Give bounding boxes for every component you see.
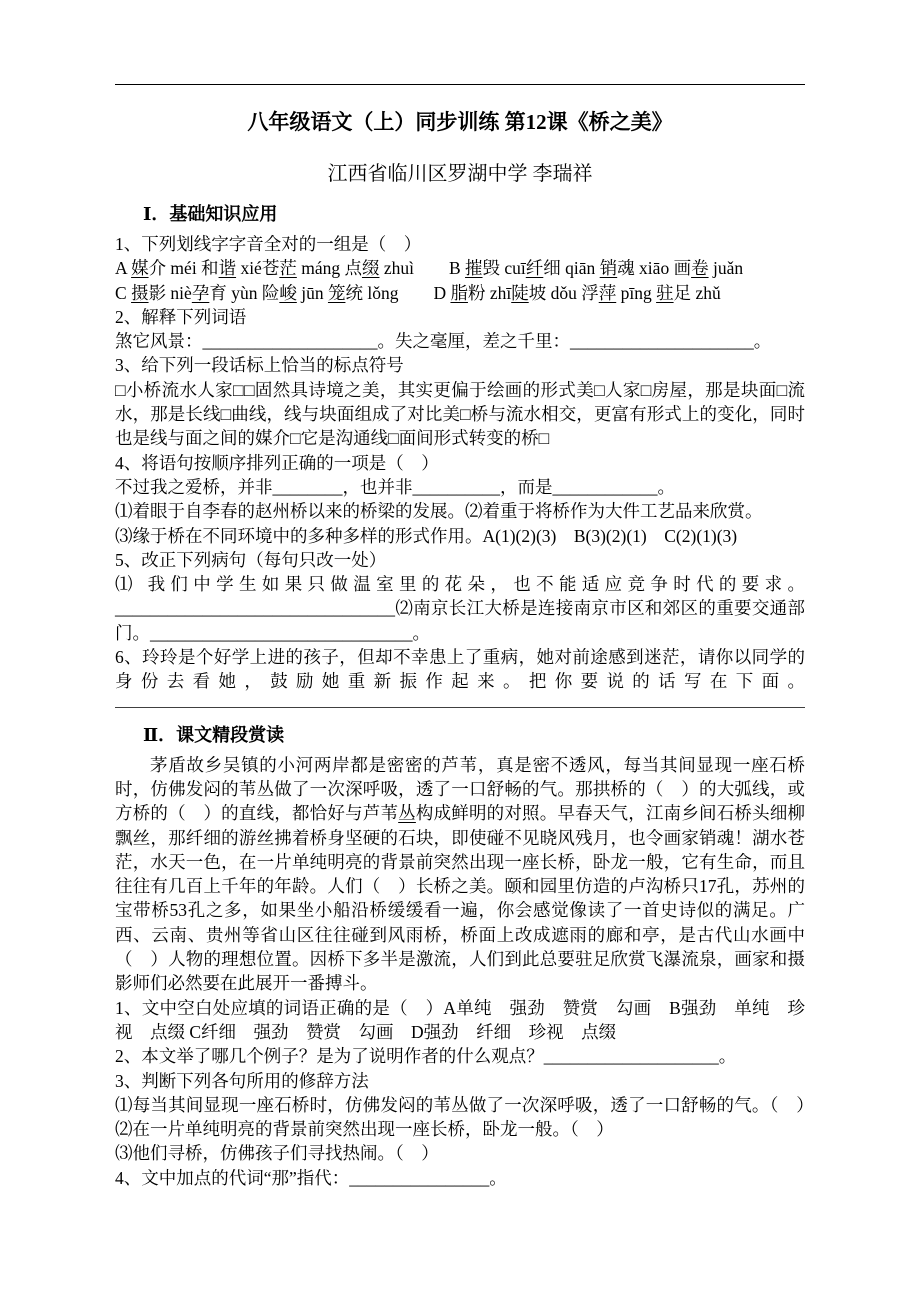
reading-q3-stem: 3、判断下列各句所用的修辞方法 [115,1070,369,1091]
reading-q3-items-1-2: ⑴每当其间显现一座石桥时，仿佛发闷的苇丛做了一次深呼吸，透了一口舒畅的气。（ ）⑵在一片单纯明亮的背景前突然出现一座长桥，卧龙一般。（ ） [115,1094,805,1140]
reading-q2: 2、本文举了哪几个例子？是为了说明作者的什么观点？____________________。 [115,1046,737,1067]
q2-blank-line: 煞它风景：____________________。失之毫厘，差之千里：_____________________。 [115,331,772,352]
section-reading [115,722,805,1190]
q6-body: 6、玲玲是个好学上进的孩子，但却不幸患上了重病，她对前途感到迷茫，请你以同学的身份去看她，鼓励她重新振作起来。把你要说的话写在下面。 [115,647,805,692]
author-line: 江西省临川区罗湖中学 李瑞祥 [327,163,593,185]
q5-sentence-2: ________________________________⑵南京长江大桥是连接南京市区和郊区的重要交通部门。______________________________。 [115,598,805,643]
section-basic-knowledge [115,201,805,708]
page-title: 八年级语文（上）同步训练 第12课《桥之美》 [247,110,673,134]
q1-options-ab: A 媒介 méi 和谐 xié苍茫 máng 点缀 zhuì B 摧毁 cuī纤细 qiān 销魂 xiāo 画卷 juǎn [115,258,744,279]
reading-passage: 茅盾故乡吴镇的小河两岸都是密密的芦苇，真是密不透风，每当其间显现一座石桥时，仿佛发闷的苇丛做了一次深呼吸，透了一口舒畅的气。那拱桥的（ ）的大弧线，或方桥的（ ）的直线，都恰好与芦苇丛构成鲜明的对照。早春天气，江南乡间石桥头细柳飘丝，那纤细的游丝拂着桥身坚硬的石块，即使碰不见晓风残月，也令画家销魂！湖水苍茫，水天一色，在一片单纯明亮的背景前突然出现一座长桥，卧龙一般，它有生命，而且往往有几百上千年的年龄。人们（ ）长桥之美。颐和园里仿造的卢沟桥只17孔，苏州的宝带桥53孔之多，如果坐小船沿桥缓缓看一遍，你会感觉像读了一首史诗似的满足。广西、云南、贵州等省山区往往碰到风雨桥，桥面上改成遮雨的廊和亭，是古代山水画中（ ）人物的理想位置。因桥下多半是激流，人们到此总要驻足欣赏飞瀑流泉，画家和摄影师们必然要在此展开一番搏斗。 [115,754,806,994]
q4-items-2: ⑶缘于桥在不同环境中的多种多样的形式作用。A(1)(2)(3) B(3)(2)(1) C(2)(1)(3) [115,525,738,546]
reading-q4: 4、文中加点的代词“那”指代：________________。 [115,1167,507,1188]
q1-stem: 1、下列划线字字音全对的一组是（ ） [115,234,422,254]
q4-fill-line: 不过我之爱桥，并非________，也并非__________，而是____________。 [115,476,675,497]
section-2-heading: Ⅱ．课文精段赏读 [143,724,285,745]
reading-q3-item-3: ⑶他们寻桥，仿佛孩子们寻找热闹。（ ） [115,1143,439,1164]
q4-stem: 4、将语句按顺序排列正确的一项是（ ） [115,452,439,473]
q3-stem: 3、给下列一段话标上恰当的标点符号 [115,355,404,376]
q2-stem: 2、解释下列词语 [115,306,247,327]
q1-options-cd: C 摄影 niè孕育 yùn 险峻 jūn 笼统 lǒng D 脂粉 zhī陡坡 dǒu 浮萍 pīng 驻足 zhǔ [115,282,721,303]
section-1-heading: Ⅰ．基础知识应用 [143,204,278,224]
q6-answer-line [115,694,805,708]
header-rule [115,84,805,85]
q4-items-1: ⑴着眼于自李春的赵州桥以来的桥梁的发展。⑵着重于将桥作为大件工艺品来欣赏。 [115,501,763,522]
q3-punctuation-passage: □小桥流水人家□□固然具诗境之美，其实更偏于绘画的形式美□人家□房屋，那是块面□流水，那是长线□曲线，线与块面组成了对比美□桥与流水相交，更富有形式上的变化，同时也是线与面之间的媒介□它是沟通线□面间形式转变的桥□ [115,379,805,449]
q5-sentence-1: ⑴ 我们中学生如果只做温室里的花朵，也不能适应竞争时代的要求。 [115,574,805,595]
q5-stem: 5、改正下列病句（每句只改一处） [115,549,387,570]
reading-q1: 1、文中空白处应填的词语正确的是（ ）A单纯 强劲 赞赏 勾画 B强劲 单纯 珍视 点缀 C纤细 强劲 赞赏 勾画 D强劲 纤细 珍视 点缀 [115,997,805,1042]
